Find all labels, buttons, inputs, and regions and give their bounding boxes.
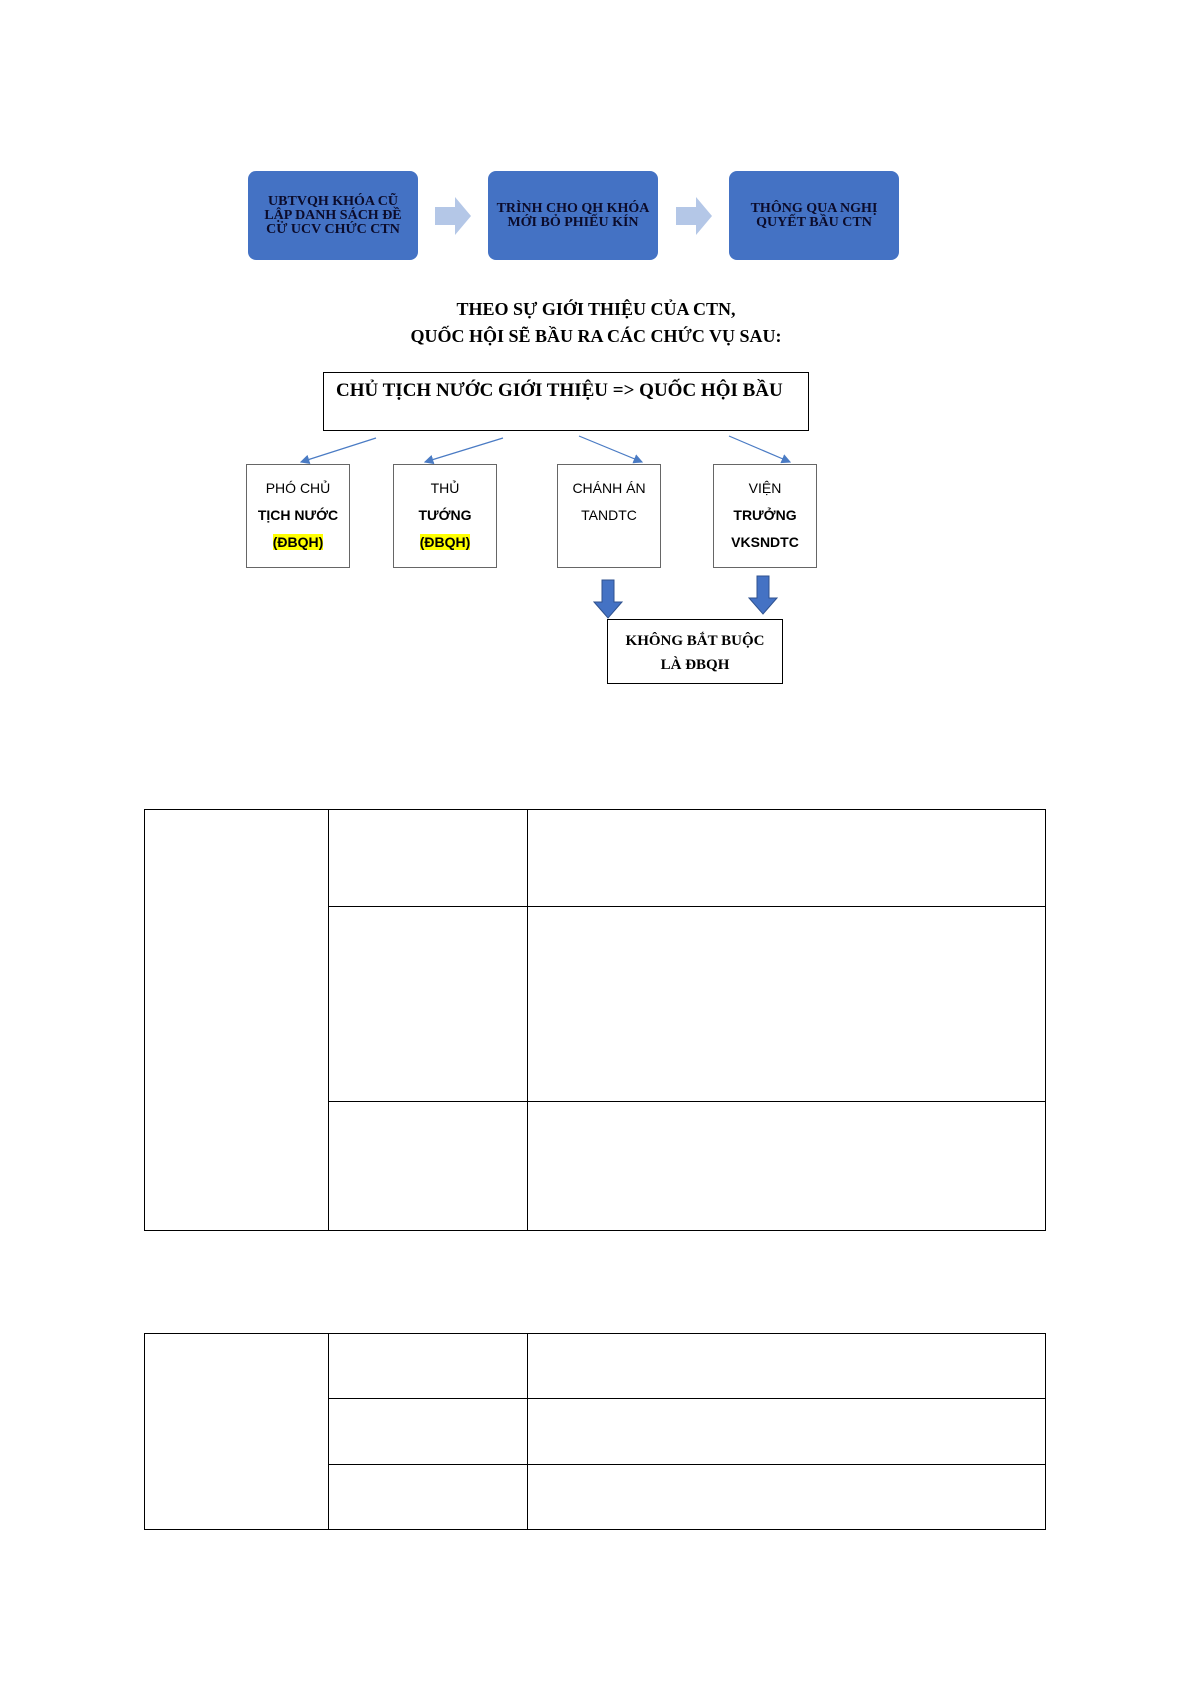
connector-line — [729, 436, 790, 462]
note-line: LÀ ĐBQH — [660, 657, 730, 673]
table-cell — [528, 1399, 1046, 1465]
position-tag: (ĐBQH) — [272, 534, 324, 550]
note-line: KHÔNG BẮT BUỘC — [625, 633, 765, 649]
table-cell — [329, 1102, 528, 1231]
table-cell — [329, 1465, 528, 1530]
table-cell — [329, 907, 528, 1102]
position-line: TƯỚNG — [418, 507, 472, 523]
root-box — [323, 372, 809, 431]
section-heading-line-2: QUỐC HỘI SẼ BẦU RA CÁC CHỨC VỤ SAU: — [410, 326, 782, 346]
position-prime-minister — [393, 464, 497, 568]
table-cell — [329, 810, 528, 907]
table-cell — [528, 810, 1046, 907]
table-cell — [329, 1334, 528, 1399]
connector-line — [579, 436, 642, 462]
empty-table-2 — [144, 1333, 1046, 1530]
connector-line — [301, 438, 376, 462]
flow-step-1-label: UBTVQH KHÓA CŨ LẬP DANH SÁCH ĐỀ CỬ UCV CHỨC CTN — [264, 193, 402, 237]
table-cell — [145, 1334, 329, 1530]
down-arrow-left-icon — [594, 580, 622, 618]
section-heading-line-1: THEO SỰ GIỚI THIỆU CỦA CTN, — [456, 299, 736, 319]
position-vice-president — [246, 464, 350, 568]
table-cell — [528, 1465, 1046, 1530]
position-line: THỦ — [430, 480, 460, 496]
table-cell — [528, 1102, 1046, 1231]
flow-step-3-label: THÔNG QUA NGHỊ QUYẾT BẦU CTN — [750, 200, 878, 230]
flow-step-2-label: TRÌNH CHO QH KHÓA MỚI BỎ PHIẾU KÍN — [496, 200, 650, 230]
position-line: TỊCH NƯỚC — [257, 507, 339, 523]
position-line: VIỆN — [748, 480, 782, 496]
position-line: VKSNDTC — [731, 534, 799, 550]
note-box — [607, 619, 783, 684]
connector-line — [425, 438, 503, 462]
position-procurator-general — [713, 464, 817, 568]
hierarchy-connectors — [0, 0, 1192, 700]
empty-table-1 — [144, 809, 1046, 1231]
position-line: TRƯỞNG — [733, 507, 797, 523]
position-line: CHÁNH ÁN — [572, 480, 646, 496]
root-label: CHỦ TỊCH NƯỚC GIỚI THIỆU => QUỐC HỘI BẦU — [336, 380, 783, 401]
position-line: PHÓ CHỦ — [265, 480, 331, 496]
table-cell — [528, 1334, 1046, 1399]
position-tag: (ĐBQH) — [419, 534, 471, 550]
table-cell — [329, 1399, 528, 1465]
down-arrow-right-icon — [749, 576, 777, 614]
position-chief-justice — [557, 464, 661, 568]
table-cell — [145, 810, 329, 1231]
position-line: TANDTC — [581, 507, 637, 523]
table-cell — [528, 907, 1046, 1102]
